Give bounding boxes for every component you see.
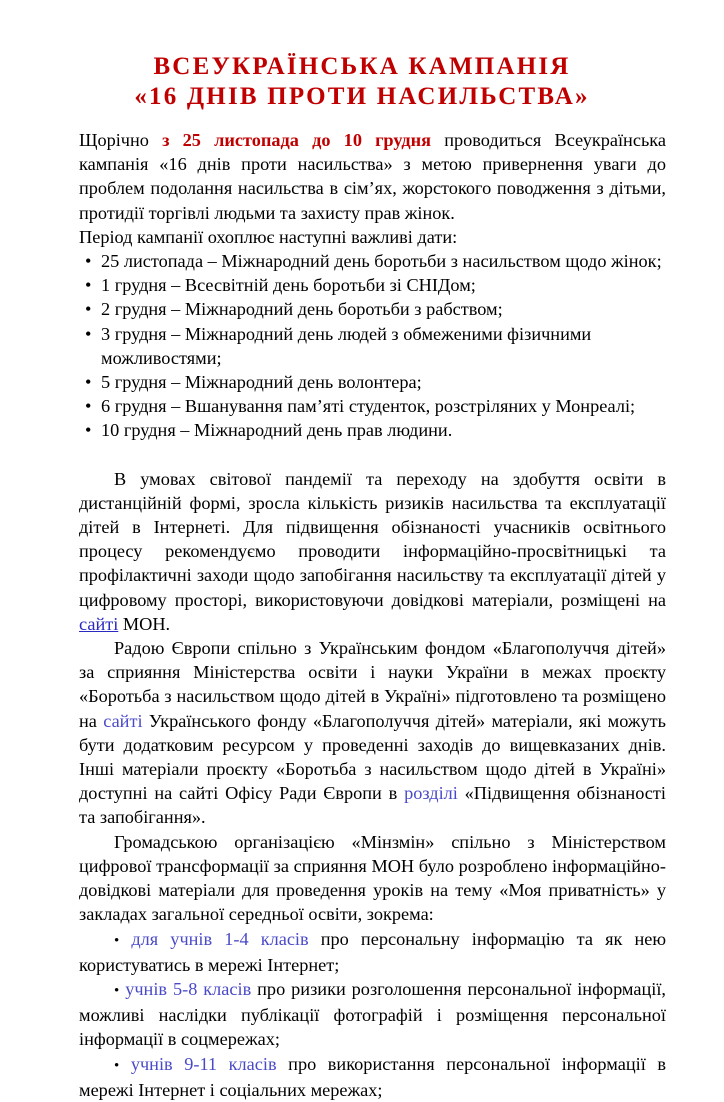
- coe-text-part-2: Українського фонду «Благополуччя дітей» матеріали, які можуть бути додатковим ресурсом у проведенні заходів до вищевказаних днів. Інші матеріали проєкту «Боротьба з насильством щодо дітей в Україні» доступні на сайті Офісу Ради Європи в: [79, 710, 666, 804]
- list-item-label: 2 грудня – Міжнародний день боротьби з рабством;: [101, 299, 503, 320]
- class-bullet-text: про використання персональної інформації в мережі Інтернет і соціальних мережах;: [79, 1053, 666, 1100]
- bullet-icon: •: [85, 299, 92, 320]
- intro-text-after: проводиться Всеукраїнська кампанія «16 днів проти насильства» з метою привернення уваги до проблем подолання насильства в сім’ях, жорстокого поводження з дітьми, протидії торгівлі людьми та захисту прав жінок.: [79, 130, 667, 223]
- coe-text-part-3: «Підвищення обізнаності та запобігання».: [79, 783, 666, 828]
- list-item: [79, 249, 666, 273]
- bullet-icon: •: [85, 372, 92, 393]
- bullet-icon: •: [85, 420, 92, 441]
- bullet-icon: •: [85, 275, 92, 296]
- list-item: [79, 273, 666, 297]
- grades-5-8-link[interactable]: учнів 5-8 класів: [125, 978, 252, 999]
- list-item: [79, 418, 666, 442]
- bullet-icon: •: [114, 982, 120, 999]
- minzmin-paragraph: Громадською організацією «Мінзмін» спільно з Міністерством цифрової трансформації за сприяння МОН було розроблено інформаційно-довідкові матеріали для проведення уроків на тему «Моя приватність» у закладах загальної середньої освіти, зокрема:: [79, 831, 666, 925]
- class-bullet-text: про персональну інформацію та як нею користуватись в мережі Інтернет;: [79, 928, 667, 975]
- list-item: [79, 297, 666, 321]
- bullet-icon: •: [114, 1057, 120, 1074]
- coe-section-link[interactable]: розділі: [404, 783, 458, 804]
- grades-1-4-link[interactable]: для учнів 1-4 класів: [131, 928, 309, 949]
- page-title-line-1: ВСЕУКРАЇНСЬКА КАМПАНІЯ: [153, 53, 571, 80]
- list-item: [79, 370, 666, 394]
- bullet-icon: •: [85, 323, 92, 344]
- campaign-dates-highlight: з 25 листопада до 10 грудня: [162, 130, 432, 150]
- page-title: [0, 0, 724, 112]
- list-item-label: 6 грудня – Вшанування пам’яті студенток, розстріляних у Монреалі;: [101, 396, 636, 417]
- important-dates-list: [79, 249, 666, 443]
- list-item-label: 25 листопада – Міжнародний день боротьби з насильством щодо жінок;: [101, 251, 662, 272]
- list-item-label: 5 грудня – Міжнародний день волонтера;: [101, 372, 422, 393]
- bullet-icon: •: [114, 932, 120, 949]
- class-bullet-item: [79, 1052, 666, 1102]
- bullet-icon: •: [85, 251, 92, 272]
- list-item-label: 10 грудня – Міжнародний день прав людини.: [101, 420, 453, 441]
- mon-website-link[interactable]: сайті: [79, 613, 119, 634]
- pandemic-text-after-link: МОН.: [118, 613, 171, 634]
- list-item-label: 3 грудня – Міжнародний день людей з обмеженими фізичними можливостями;: [101, 323, 592, 368]
- pandemic-text-before-link: В умовах світової пандемії та переходу на здобуття освіти в дистанційній формі, зросла кількість ризиків насильства та експлуатації дітей в Інтернеті. Для підвищення обізнаності учасників освітнього процесу рекомендуємо проводити інформаційно-просвітницькі та профілактичні заходи щодо запобігання насильству та експлуатації дітей у цифровому просторі, використовуючи довідкові матеріали, розміщені на: [79, 468, 666, 610]
- council-of-europe-paragraph: [79, 636, 666, 830]
- list-item: [79, 394, 666, 418]
- grades-9-11-link[interactable]: учнів 9-11 класів: [130, 1053, 277, 1074]
- class-bullet-item: [79, 977, 666, 1052]
- class-bullet-text: про ризики розголошення персональної інформації, можливі наслідки публікації фотографій і розміщення персональної інформації в соцмережах;: [79, 978, 666, 1050]
- ukrainian-fund-website-link[interactable]: сайті: [103, 710, 143, 731]
- bullet-icon: •: [85, 396, 92, 417]
- period-intro-line: Період кампанії охоплює наступні важливі дати:: [79, 226, 458, 247]
- document-body: [79, 128, 666, 1102]
- class-bullet-item: [79, 927, 666, 977]
- list-item-label: 1 грудня – Всесвітній день боротьби зі СНІДом;: [101, 275, 476, 296]
- intro-paragraph: [79, 128, 666, 225]
- pandemic-paragraph: [79, 467, 666, 636]
- coe-text-part-1: Радою Європи спільно з Українським фондом «Благополуччя дітей» за сприяння Міністерства освіти і науки України в межах проєкту «Боротьба з насильством щодо дітей в Україні» підготовлено та розміщено на: [79, 638, 666, 731]
- intro-text-before: Щорічно: [79, 130, 163, 150]
- list-item: [79, 322, 666, 370]
- page-title-line-2: «16 ДНІВ ПРОТИ НАСИЛЬСТВА»: [134, 83, 590, 110]
